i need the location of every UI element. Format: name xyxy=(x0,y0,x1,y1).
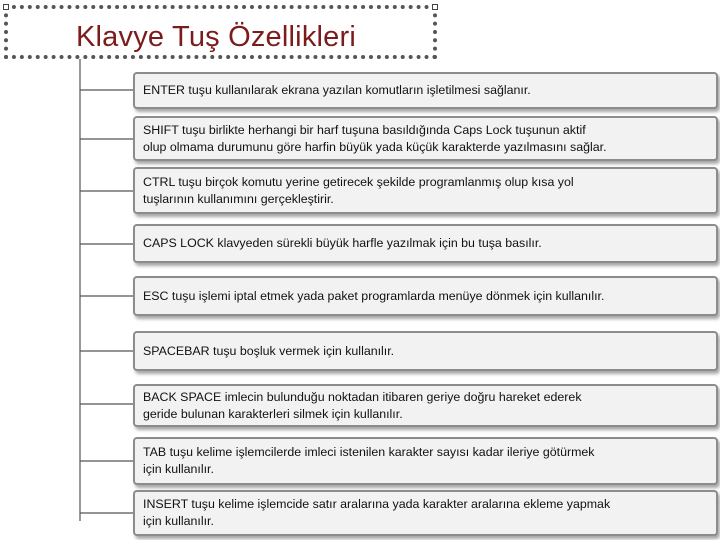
item-text: ESC tuşu işlemi iptal etmek yada paket programlarda menüye dönmek için kullanılır. xyxy=(143,288,605,303)
item-shift[interactable] xyxy=(133,116,718,161)
item-enter[interactable] xyxy=(133,72,718,109)
item-text: CTRL tuşu birçok komutu yerine getirecek şekilde programlanmış olup kısa yol tuşlarının kullanımını gerçekleştirir. xyxy=(143,174,574,206)
item-insert[interactable] xyxy=(133,490,718,536)
item-text: ENTER tuşu kullanılarak ekrana yazılan komutların işletilmesi sağlanır. xyxy=(143,83,531,97)
item-text: SHIFT tuşu birlikte herhangi bir harf tuşuna basıldığında Caps Lock tuşunun aktif olup olmama durumunu göre harfin büyük yada küçük karakterde yazılmasını sağlar. xyxy=(143,122,607,154)
item-text: TAB tuşu kelime işlemcilerde imleci istenilen karakter sayısı kadar ileriye götürmek için kullanılır. xyxy=(143,445,595,476)
resize-handle[interactable] xyxy=(432,4,438,10)
item-text: SPACEBAR tuşu boşluk vermek için kullanılır. xyxy=(143,343,395,358)
title-box[interactable] xyxy=(4,5,437,59)
item-caps-lock[interactable] xyxy=(133,224,718,263)
item-tab[interactable] xyxy=(133,437,718,485)
slide-title: Klavye Tuş Özellikleri xyxy=(76,21,356,53)
resize-handle[interactable] xyxy=(3,4,9,10)
item-esc[interactable] xyxy=(133,276,718,316)
item-spacebar[interactable] xyxy=(133,331,718,371)
item-ctrl[interactable] xyxy=(133,167,718,214)
item-text: BACK SPACE imlecin bulunduğu noktadan itibaren geriye doğru hareket ederek geride bulunan karakterleri silmek için kullanılır. xyxy=(143,389,582,421)
item-text: INSERT tuşu kelime işlemcide satır aralarına yada karakter aralarına ekleme yapmak için kullanılır. xyxy=(143,497,611,528)
item-text: CAPS LOCK klavyeden sürekli büyük harfle yazılmak için bu tuşa basılır. xyxy=(143,236,542,250)
item-back-space[interactable] xyxy=(133,384,718,427)
